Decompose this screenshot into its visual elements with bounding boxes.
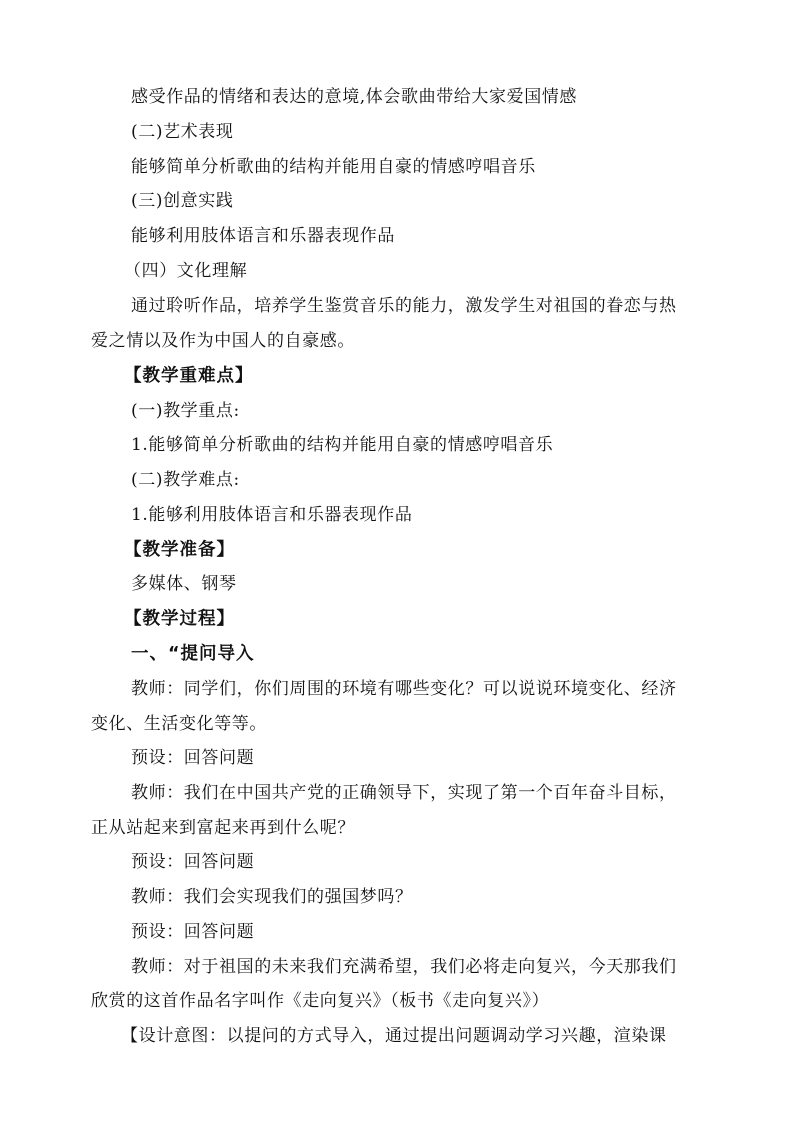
dialogue-line-teacher-2a: 教师：我们在中国共产党的正确领导下，实现了第一个百年奋斗目标， [131, 783, 677, 803]
dialogue-line-teacher-2b: 正从站起来到富起来再到什么呢？ [91, 818, 355, 838]
heading-creative-practice: (三)创意实践 [131, 191, 234, 211]
dialogue-line-teacher-1a: 教师：同学们，你们周围的环境有哪些变化？可以说说环境变化、经济 [131, 679, 677, 699]
subheading-difficult-point: (二)教学难点: [131, 470, 240, 490]
dialogue-line-teacher-4b: 欣赏的这首作品名字叫作《走向复兴》（板书《走向复兴》） [91, 991, 550, 1011]
dialogue-line-preset-1: 预设：回答问题 [131, 748, 255, 768]
list-item-key-point-1: 1.能够简单分析歌曲的结构并能用自豪的情感哼唱音乐 [131, 435, 554, 455]
section-heading-preparation: 【教学准备】 [124, 540, 235, 560]
paragraph-line-materials: 多媒体、钢琴 [131, 574, 237, 594]
paragraph-line-aesthetic-perception: 感受作品的情绪和表达的意境,体会歌曲带给大家爱国情感 [131, 87, 578, 107]
paragraph-line-culture-2: 爱之情以及作为中国人的自豪感。 [91, 331, 355, 351]
paragraph-line-expression: 能够简单分析歌曲的结构并能用自豪的情感哼唱音乐 [131, 157, 536, 177]
subheading-question-intro: 一、“提问导入 [131, 644, 255, 664]
list-item-difficult-point-1: 1.能够利用肢体语言和乐器表现作品 [131, 505, 413, 525]
paragraph-line-practice: 能够利用肢体语言和乐器表现作品 [131, 226, 395, 246]
paragraph-line-culture-1: 通过聆听作品，培养学生鉴赏音乐的能力，激发学生对祖国的眷恋与热 [131, 296, 677, 316]
dialogue-line-teacher-4a: 教师：对于祖国的未来我们充满希望，我们必将走向复兴，今天那我们 [131, 957, 677, 977]
heading-artistic-expression: (二)艺术表现 [131, 122, 234, 142]
section-heading-key-points: 【教学重难点】 [124, 366, 254, 386]
dialogue-line-teacher-1b: 变化、生活变化等等。 [91, 714, 267, 734]
dialogue-line-teacher-3: 教师：我们会实现我们的强国梦吗？ [131, 887, 413, 907]
section-heading-process: 【教学过程】 [124, 609, 235, 629]
heading-cultural-understanding: （四）文化理解 [124, 261, 248, 281]
dialogue-line-preset-2: 预设：回答问题 [131, 852, 255, 872]
dialogue-line-preset-3: 预设：回答问题 [131, 922, 255, 942]
subheading-key-point: (一)教学重点: [131, 401, 240, 421]
design-intent-line: 【设计意图：以提问的方式导入，通过提出问题调动学习兴趣，渲染课 [121, 1026, 667, 1046]
